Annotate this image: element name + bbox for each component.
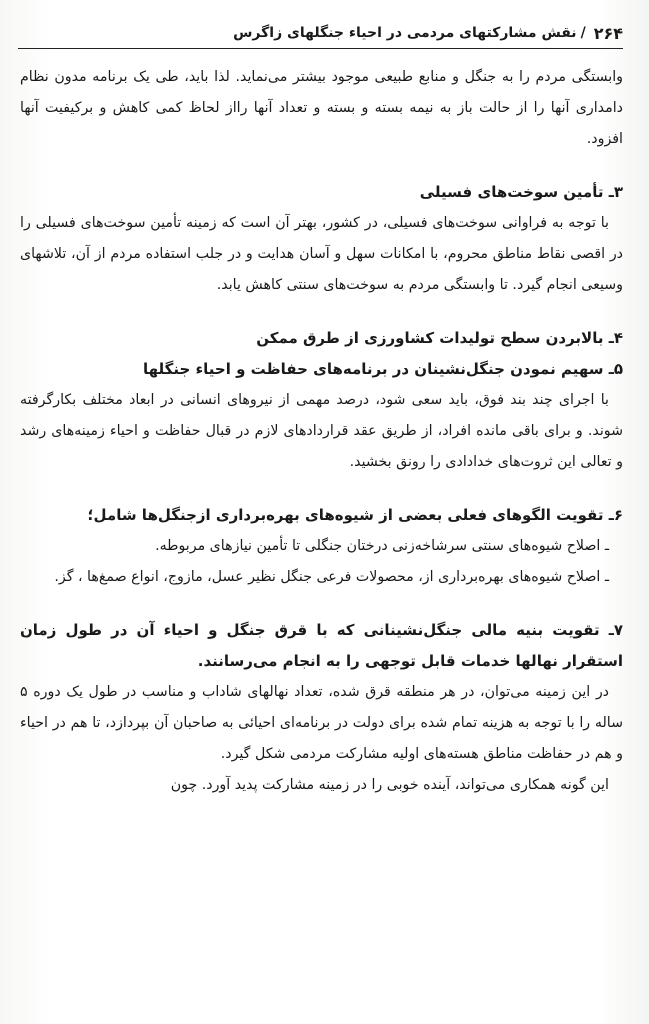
page-number: ۲۶۴ <box>593 23 623 43</box>
spacer <box>20 301 623 323</box>
section-5-paragraph: با اجرای چند بند فوق، باید سعی شود، درصد مهمی از نیروهای انسانی در ابعاد مختلف بکارگرفته شوند. و برای باقی مانده افراد، از طریق عقد قراردادهای لازم در قبال حفاظت و احیاء زمینه‌های رشد و تعالی این ثروت‌های خدادادی را رونق بخشید. <box>20 392 623 470</box>
section-3-paragraph: با توجه به فراوانی سوخت‌های فسیلی، در کشور، بهتر آن است که زمینه تأمین سوخت‌های فسیلی را در اقصی نقاط مناطق محروم، با امکانات سهل و آسان هدایت و در جلب استفاده مردم از آن، تلاشهای وسیعی انجام گیرد. تا وابستگی مردم به سوخت‌های سنتی کاهش یابد. <box>20 215 623 293</box>
page-content <box>20 62 623 801</box>
section-3-heading: ۳ـ تأمین سوخت‌های فسیلی <box>419 183 623 201</box>
section-6-heading: ۶ـ تقویت الگوهای فعلی بعضی از شیوه‌های بهره‌برداری ازجنگل‌ها شامل؛ <box>87 506 623 524</box>
header-separator: / <box>580 25 586 41</box>
running-header <box>18 18 623 49</box>
section-6-item-2: ـ اصلاح شیوه‌های بهره‌برداری از، محصولات فرعی جنگل نظیر عسل، مازوج، انواع صمغ‌ها ، گز. <box>54 569 609 585</box>
section-7-paragraph-2: این گونه همکاری می‌تواند، آینده خوبی را در زمینه مشارکت پدید آورد. چون <box>170 777 609 793</box>
spacer <box>20 593 623 615</box>
spacer <box>20 155 623 177</box>
spacer <box>20 478 623 500</box>
section-5-heading: ۵ـ سهیم نمودن جنگل‌نشینان در برنامه‌های حفاظت و احیاء جنگلها <box>142 360 623 378</box>
section-4-heading: ۴ـ بالابردن سطح تولیدات کشاورزی از طرق ممکن <box>256 329 623 347</box>
section-7-paragraph-1: در این زمینه می‌توان، در هر منطقه قرق شده، تعداد نهالهای شاداب و مناسب در طول یک دوره ۵ ساله را با توجه به هزینه تمام شده برای دولت در برنامه‌ای احیائی به صاحبان آن بپردازد، تا هم در احیاء و هم در حفاظت مناطق هسته‌های اولیه مشارکت مردمی شکل گیرد. <box>20 684 623 762</box>
section-7-heading: ۷ـ تقویت بنیه مالی جنگل‌نشینانی که با قرق جنگل و احیاء آن در طول زمان استقرار نهالها خدمات قابل توجهی را به انجام می‌رسانند. <box>20 621 623 670</box>
running-title: نقش مشارکتهای مردمی در احیاء جنگلهای زاگرس <box>233 25 577 41</box>
intro-paragraph: وابستگی مردم را به جنگل و منابع طبیعی موجود بیشتر می‌نماید. لذا باید، طی یک برنامه مدون نظام دامداری آنها را از حالت باز به نیمه بسته و بسته و تعداد آنها رااز لحاظ کمی کاهش و برکیفیت آنها افزود. <box>20 69 623 147</box>
section-6-item-1: ـ اصلاح شیوه‌های سنتی سرشاخه‌زنی درختان جنگلی تا تأمین نیازهای مربوطه. <box>155 538 609 554</box>
